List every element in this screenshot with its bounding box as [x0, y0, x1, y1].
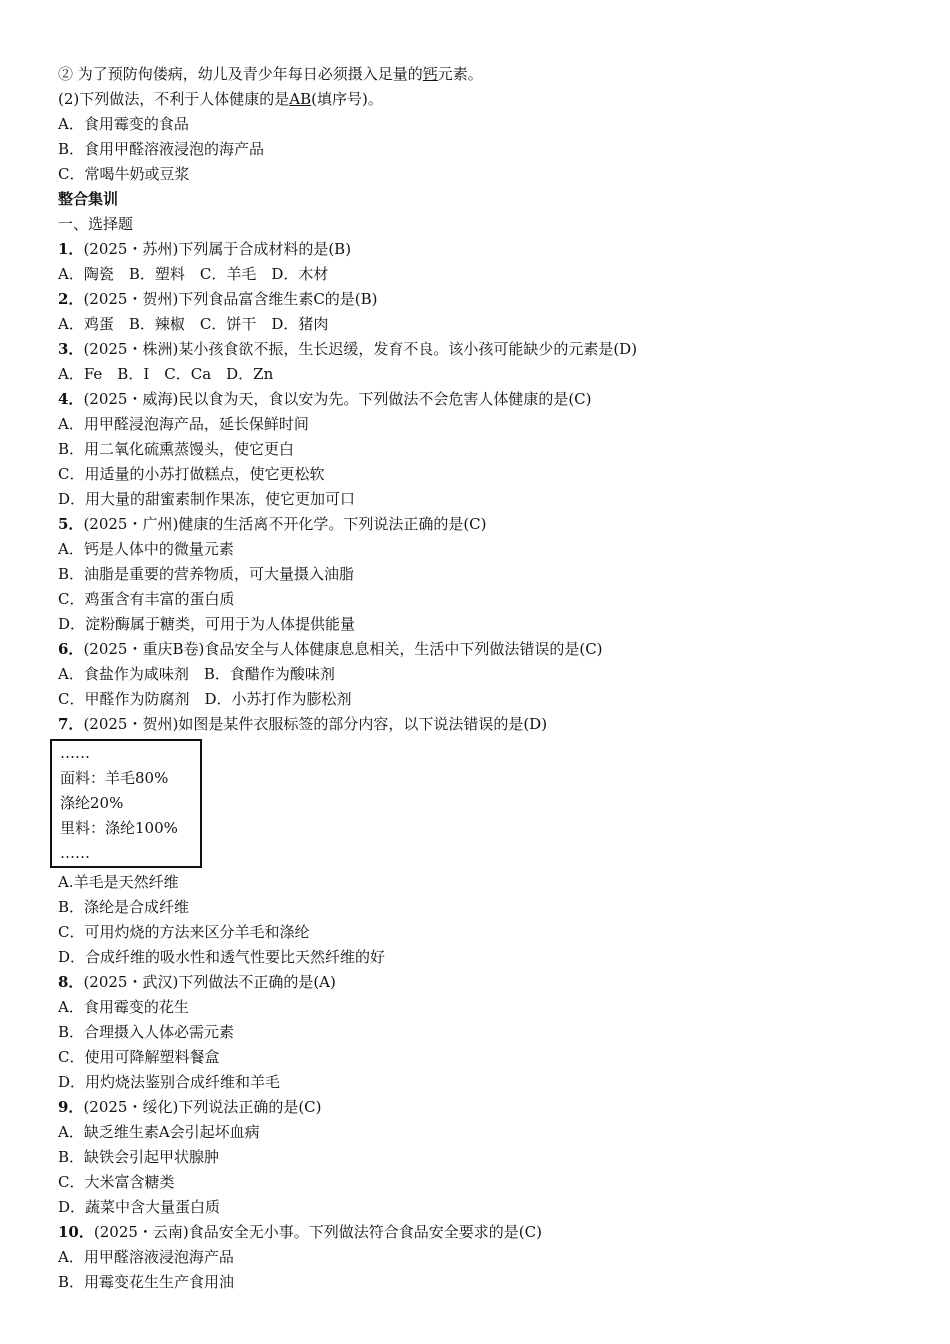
question-number: 7．: [58, 715, 84, 733]
option-line: C．鸡蛋含有丰富的蛋白质: [58, 590, 235, 608]
option-line: D．淀粉酶属于糖类，可用于为人体提供能量: [58, 615, 356, 633]
option-line: D．用大量的甜蜜素制作果冻，使它更加可口: [58, 490, 356, 508]
question-stem: [58, 970, 918, 995]
option-line: B．用霉变花生生产食用油: [58, 1273, 235, 1291]
question-text: (2025・贺州)下列食品富含维生素C的是(B): [83, 290, 378, 308]
option-line: C．甲醛作为防腐剂 D．小苏打作为膨松剂: [58, 690, 352, 708]
clothing-label-box: [50, 739, 202, 868]
question-text: (2025・株洲)某小孩食欲不振，生长迟缓，发育不良。该小孩可能缺少的元素是(D): [83, 340, 638, 358]
option-line: B．食用甲醛溶液浸泡的海产品: [58, 140, 265, 158]
intro-line-2: [58, 87, 918, 112]
intro-text: (填序号)。: [311, 90, 383, 108]
question-text: (2025・重庆B卷)食品安全与人体健康息息相关，生活中下列做法错误的是(C): [83, 640, 603, 658]
question-number: 3．: [58, 340, 84, 358]
option-line: D．用灼烧法鉴别合成纤维和羊毛: [58, 1073, 281, 1091]
option-line: A．食用霉变的食品: [58, 115, 189, 133]
question-text: (2025・贺州)如图是某件衣服标签的部分内容，以下说法错误的是(D): [83, 715, 548, 733]
label-line: 里料：涤纶100%: [60, 819, 178, 837]
option-line: C．常喝牛奶或豆浆: [58, 165, 190, 183]
intro-line-1: [58, 62, 918, 87]
option-line: A．鸡蛋 B．辣椒 C．饼干 D．猪肉: [58, 315, 329, 333]
question-stem: [58, 387, 918, 412]
option-line: A．缺乏维生素A会引起坏血病: [58, 1123, 260, 1141]
label-line: 涤纶20%: [60, 794, 124, 812]
question-text: (2025・广州)健康的生活离不开化学。下列说法正确的是(C): [83, 515, 487, 533]
option-line: B．用二氧化硫熏蒸馒头，使它更白: [58, 440, 295, 458]
option-line: A．食用霉变的花生: [58, 998, 189, 1016]
option-line: D．合成纤维的吸水性和透气性要比天然纤维的好: [58, 948, 386, 966]
question-stem: [58, 712, 918, 737]
answer-blank: AB: [289, 90, 312, 108]
question-stem: [58, 637, 918, 662]
question-number: 4．: [58, 390, 84, 408]
option-line: B．缺铁会引起甲状腺肿: [58, 1148, 220, 1166]
question-stem: [58, 237, 918, 262]
question-number: 10．: [58, 1223, 94, 1241]
option-line: C．使用可降解塑料餐盒: [58, 1048, 220, 1066]
option-line: B．合理摄入人体必需元素: [58, 1023, 235, 1041]
subsection-title: 一、选择题: [58, 215, 134, 233]
option-line: A．食盐作为咸味剂 B．食醋作为酸味剂: [58, 665, 335, 683]
intro-text: 元素。: [437, 65, 483, 83]
question-number: 6．: [58, 640, 84, 658]
option-line: C．大米富含糖类: [58, 1173, 175, 1191]
question-stem: [58, 1095, 918, 1120]
question-text: (2025・云南)食品安全无小事。下列做法符合食品安全要求的是(C): [93, 1223, 542, 1241]
option-line: B．油脂是重要的营养物质，可大量摄入油脂: [58, 565, 355, 583]
question-text: (2025・苏州)下列属于合成材料的是(B): [83, 240, 352, 258]
option-line: A．Fe B．I C．Ca D．Zn: [58, 365, 274, 383]
intro-text: (2)下列做法，不利于人体健康的是: [58, 90, 290, 108]
label-line: 面料：羊毛80%: [60, 769, 169, 787]
option-line: A．用甲醛浸泡海产品，延长保鲜时间: [58, 415, 309, 433]
question-text: (2025・绥化)下列说法正确的是(C): [83, 1098, 322, 1116]
option-line: D．蔬菜中含大量蛋白质: [58, 1198, 221, 1216]
option-line: A．陶瓷 B．塑料 C．羊毛 D．木材: [58, 265, 329, 283]
answer-blank: 钙: [422, 65, 438, 83]
label-line: ……: [60, 844, 90, 862]
option-line: B．涤纶是合成纤维: [58, 898, 190, 916]
question-stem: [58, 287, 918, 312]
question-stem: [58, 1220, 918, 1245]
label-line: ……: [60, 744, 90, 762]
intro-text: ② 为了预防佝偻病，幼儿及青少年每日必须摄入足量的: [58, 65, 423, 83]
document-page: [58, 62, 918, 1295]
option-line: A．用甲醛溶液浸泡海产品: [58, 1248, 234, 1266]
option-line: A．钙是人体中的微量元素: [58, 540, 234, 558]
question-stem: [58, 512, 918, 537]
option-line: C．可用灼烧的方法来区分羊毛和涤纶: [58, 923, 310, 941]
question-text: (2025・武汉)下列做法不正确的是(A): [83, 973, 336, 991]
question-text: (2025・威海)民以食为天，食以安为先。下列做法不会危害人体健康的是(C): [83, 390, 592, 408]
question-number: 8．: [58, 973, 84, 991]
question-number: 9．: [58, 1098, 84, 1116]
option-line: C．用适量的小苏打做糕点，使它更松软: [58, 465, 325, 483]
question-number: 5．: [58, 515, 84, 533]
option-line: A.羊毛是天然纤维: [58, 873, 179, 891]
question-stem: [58, 337, 918, 362]
question-number: 2．: [58, 290, 84, 308]
section-title: 整合集训: [58, 190, 119, 208]
question-number: 1．: [58, 240, 84, 258]
